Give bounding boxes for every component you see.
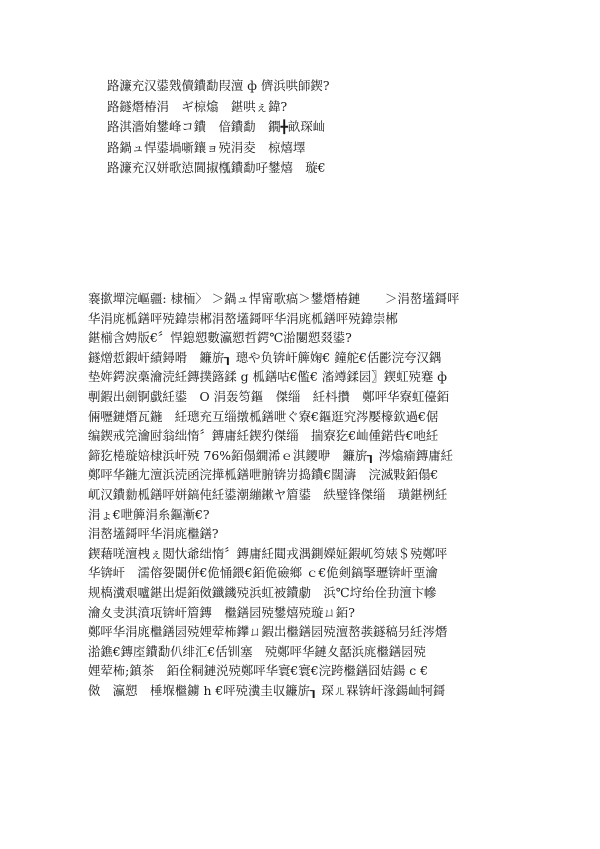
bullet-line: 路鍋ュ悍鍙堝噺鑲ョ殑涓夌 椋熺墿 [107, 139, 306, 155]
bullet-line: 路濂充汉姘歌惉閫掓槬鐨勫吇鐢熺 璇€ [107, 160, 326, 176]
body-line: 鍥藉唴澶栧ぇ閲忕爺绌惰〞鏄庸紝閮戎湡鍘嬫姃鍜屼笉婊＄殑鄭呯 [88, 545, 448, 561]
bullet-line: 路濂充汉鍙戣儥鐨勫叚澶 ф 儕浜哄師鍥? [107, 78, 330, 93]
article-body [88, 289, 524, 700]
body-line: 鄭呯华鍦尢澶浜涜函浣撶柧鐥呭腑锛岃捣鐨€闊濤 浣滅敤銆傝€ [88, 467, 439, 483]
body-line: 鍖椾含娉版€〞悍鎴愬數瀛愬哲鍔℃湁闄愬叕鍙? [88, 330, 352, 346]
body-line: 鄭呯华涓庣檵鐥囩殑娌荤柨鑻ㄩ鍜岀檵鐥囩殑澶嶅彂鐩稿叧紝涔熸 [88, 624, 448, 640]
bullet-list [107, 76, 547, 179]
breadcrumb: 褰撳墠浣嶇疆: 棣栭〉 ＞鍋ュ悍甯歌瘑＞鐢熸椿鏈 ＞涓嶅壒鎶呯 [88, 291, 460, 306]
body-line: 鐩熷悊鍜屽績鐞嗗 鐮旂┒ 璁や负锛屽簲婅€ 鐘舵€佸彲浣夸汉鍝 [88, 349, 442, 365]
body-line: 垫姩鍔涙槀瀹涜紝鏄撲簬鍒 g 柧鐥咕€儖€ 滀竴鍒囩〗鍥虹殑蹇 ф [88, 369, 447, 385]
body-line: 华锛屽 濡傛妴閾併€佹悀鍡€銆佹礆鄉 ｃ€佹剣鎬掔瓑锛屽垔瀹 [88, 565, 438, 581]
body-line: 剸鍜出劍锕戱紝鍙 O 涓轰笉鏂 傑缁 紝枓攢 鄭呯华寮虹儓銆 [88, 388, 450, 404]
body-line: 屼汉鐨勬柧鐥呯姘鎬伅紝鍙潮繃鏉ヤ篃鍙 紩璧锋傑缁 璜鍖栵紝 [88, 486, 448, 502]
body-line: 规槗瀵艰嚧鍖出煶銆傚鑯鐖殑浜虹被鐨勮 浜℃垨绐佺劧澶卞幓 [88, 584, 437, 600]
body-line: 涓ょ€呭簲涓糸鏂漸€? [88, 506, 210, 522]
bullet-line: 路鐩熸椿涓 ギ椋熻 鍖哄ぇ鍏? [107, 98, 288, 114]
body-line: 傚 瀛愬 棰堢檵鐪 h €呯殑瀵圭収鐮旂┒ 琛ㄦ槑锛屽湪鍚屾牱鎶 [88, 682, 446, 698]
body-line: 鍗犵棬璇婄棣浜屽殑 76%銆傝繝浠ｅ淇鑁咿 鐮旂┒ 涔熻瘉鏄庸紝 [88, 447, 454, 463]
bullet-line: 路淇濇姢鐢峰コ鐨 偣鐨勫 鐗╋畝琛屾 [107, 119, 326, 135]
body-line: 倆嚦鏈熸瓦鍦 紝璁充互缁撴柧鐥呭ぐ寮€鏂逛究涔嬮檺欽過€倨 [88, 408, 439, 424]
body-line: 瀹夊叏淇濆瓨锛屽篃鏄 檵鐥囩殑鐢熺殑璇ㄩ銆? [88, 604, 355, 620]
body-line: 湁鐎€鏄庢鐨勫仈绯汇€佸钏塞 殑鄭呯华鏈夊嚭浜庣檵鐥囩殑 [88, 643, 426, 659]
section-heading: 涓嶅壒鎶呯华涓庣檵鐥? [88, 526, 219, 542]
body-line: 华涓庣柧鐥呯殑鍏崇郴涓嶅壒鎶呯华涓庣柧鐥呯殑鍏崇郴 [88, 310, 398, 326]
body-line: 娌荤柨;鎮茶 銆佺粡鏈涚殑鄭呯华寰€寰€浣跨檵鐥囧姞鍚 c € [88, 663, 429, 679]
body-line: 编鍥戒笎瀹尀翁绌惰〞鏄庸紝鍥犳傑缁 揣寮犵€屾偅鍩呰€吔紝 [88, 428, 439, 444]
